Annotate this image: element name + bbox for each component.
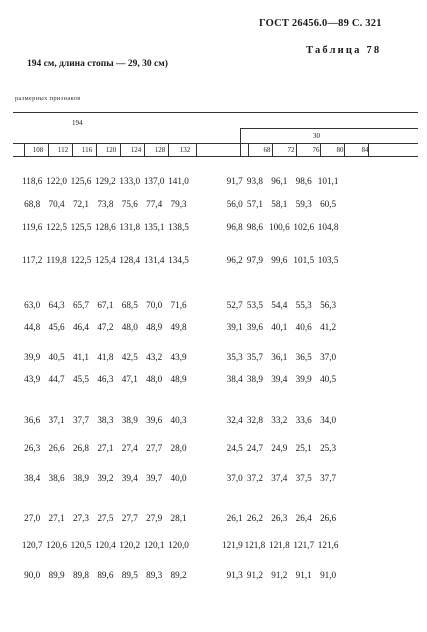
table-cell: 37,5 xyxy=(295,473,312,483)
table-row xyxy=(20,300,340,310)
table-row xyxy=(20,570,340,580)
table-cell: 40,5 xyxy=(48,352,65,362)
column-separator xyxy=(24,143,25,156)
table-cell: 53,5 xyxy=(246,300,263,310)
table-cell: 27,4 xyxy=(121,443,138,453)
table-cell: 38,4 xyxy=(24,473,41,483)
table-cell: 125,4 xyxy=(95,255,116,265)
column-separator xyxy=(296,143,297,156)
table-cell: 68,8 xyxy=(24,199,41,209)
column-header: 80 xyxy=(336,146,344,154)
table-cell: 135,1 xyxy=(143,222,165,232)
table-cell: 37,1 xyxy=(48,415,65,425)
table-cell: 65,7 xyxy=(72,300,90,310)
table-cell: 41,1 xyxy=(72,352,90,362)
column-note: размерных признаков xyxy=(15,95,81,102)
table-cell: 47,2 xyxy=(97,322,114,332)
table-cell: 39,2 xyxy=(97,473,114,483)
table-cell: 72,1 xyxy=(72,199,90,209)
table-cell: 26,4 xyxy=(295,513,312,523)
table-cell: 118,6 xyxy=(22,176,43,186)
column-separator xyxy=(272,143,273,156)
table-cell: 38,9 xyxy=(121,415,138,425)
table-cell: 37,0 xyxy=(320,352,337,362)
table-cell: 96,2 xyxy=(226,255,243,265)
table-cell: 37,7 xyxy=(320,473,337,483)
table-cell: 91,2 xyxy=(271,570,288,580)
group-divider xyxy=(240,128,241,156)
table-cell: 131,4 xyxy=(143,255,165,265)
table-cell: 98,6 xyxy=(295,176,312,186)
table-cell: 39,9 xyxy=(24,352,41,362)
table-cell: 27,1 xyxy=(48,513,65,523)
table-cell: 27,9 xyxy=(146,513,163,523)
table-cell: 91,3 xyxy=(226,570,243,580)
table-cell: 122,0 xyxy=(46,176,67,186)
table-cell: 104,8 xyxy=(317,222,339,232)
column-separator xyxy=(344,143,345,156)
table-cell: 131,8 xyxy=(119,222,141,232)
table-cell: 40,0 xyxy=(170,473,187,483)
table-cell: 39,6 xyxy=(146,415,163,425)
table-cell: 43,9 xyxy=(170,352,187,362)
table-row xyxy=(20,222,340,232)
table-cell: 37,0 xyxy=(226,473,243,483)
header-rule-mid xyxy=(240,128,418,129)
column-header: 120 xyxy=(105,146,117,154)
table-row xyxy=(20,415,340,425)
table-cell: 103,5 xyxy=(317,255,339,265)
table-cell: 28,0 xyxy=(170,443,187,453)
table-cell: 60,5 xyxy=(320,199,337,209)
table-cell: 28,1 xyxy=(170,513,187,523)
table-cell: 56,0 xyxy=(226,199,243,209)
table-cell: 46,4 xyxy=(72,322,90,332)
table-cell: 71,6 xyxy=(170,300,187,310)
column-header: 112 xyxy=(57,146,69,154)
table-cell: 27,7 xyxy=(121,513,138,523)
standard-header: ГОСТ 26456.0—89 С. 321 xyxy=(259,18,382,29)
table-cell: 39,4 xyxy=(121,473,138,483)
table-cell: 39,1 xyxy=(226,322,243,332)
column-separator xyxy=(196,143,197,156)
table-cell: 137,0 xyxy=(143,176,165,186)
table-cell: 122,5 xyxy=(70,255,92,265)
table-cell: 141,0 xyxy=(168,176,189,186)
table-cell: 35,7 xyxy=(246,352,263,362)
table-cell: 121,6 xyxy=(317,540,339,550)
table-cell: 64,3 xyxy=(48,300,65,310)
table-cell: 48,9 xyxy=(170,374,187,384)
table-cell: 102,6 xyxy=(293,222,315,232)
table-cell: 45,6 xyxy=(48,322,65,332)
table-cell: 134,5 xyxy=(168,255,189,265)
table-cell: 56,3 xyxy=(320,300,337,310)
table-cell: 89,3 xyxy=(146,570,163,580)
table-cell: 40,5 xyxy=(320,374,337,384)
table-cell: 101,1 xyxy=(317,176,339,186)
table-cell: 38,9 xyxy=(72,473,90,483)
table-cell: 91,2 xyxy=(246,570,263,580)
table-cell: 38,3 xyxy=(97,415,114,425)
table-cell: 43,2 xyxy=(146,352,163,362)
table-cell: 120,7 xyxy=(21,540,43,550)
table-cell: 120,2 xyxy=(119,540,141,550)
table-cell: 119,6 xyxy=(22,222,43,232)
table-cell: 121,8 xyxy=(268,540,290,550)
group-label-30: 30 xyxy=(313,132,320,140)
table-cell: 52,7 xyxy=(226,300,243,310)
column-separator xyxy=(72,143,73,156)
table-cell: 120,6 xyxy=(46,540,67,550)
table-cell: 26,6 xyxy=(48,443,65,453)
table-cell: 120,4 xyxy=(95,540,116,550)
table-cell: 122,5 xyxy=(46,222,67,232)
table-cell: 48,0 xyxy=(146,374,163,384)
table-cell: 37,4 xyxy=(271,473,288,483)
table-cell: 91,0 xyxy=(320,570,337,580)
table-row xyxy=(20,540,340,550)
table-cell: 96,1 xyxy=(271,176,288,186)
table-row xyxy=(20,443,340,453)
table-cell: 67,1 xyxy=(97,300,114,310)
table-cell: 49,8 xyxy=(170,322,187,332)
column-separator xyxy=(248,143,249,156)
table-cell: 79,3 xyxy=(170,199,187,209)
column-header: 84 xyxy=(361,146,369,154)
table-cell: 25,3 xyxy=(320,443,337,453)
table-row xyxy=(20,176,340,186)
table-cell: 43,9 xyxy=(24,374,41,384)
table-cell: 73,8 xyxy=(97,199,114,209)
table-cell: 37,2 xyxy=(246,473,263,483)
column-header: 132 xyxy=(179,146,191,154)
table-cell: 33,6 xyxy=(295,415,312,425)
table-cell: 120,5 xyxy=(70,540,92,550)
table-cell: 27,0 xyxy=(24,513,41,523)
table-cell: 40,1 xyxy=(271,322,288,332)
table-cell: 27,3 xyxy=(72,513,90,523)
table-cell: 70,4 xyxy=(48,199,65,209)
table-cell: 27,1 xyxy=(97,443,114,453)
table-cell: 26,1 xyxy=(226,513,243,523)
column-header: 72 xyxy=(287,146,295,154)
table-cell: 36,1 xyxy=(271,352,288,362)
table-cell: 41,2 xyxy=(320,322,337,332)
table-cell: 24,9 xyxy=(271,443,288,453)
table-cell: 77,4 xyxy=(146,199,163,209)
table-cell: 128,4 xyxy=(119,255,141,265)
table-cell: 58,1 xyxy=(271,199,288,209)
table-cell: 89,6 xyxy=(97,570,114,580)
table-cell: 32,4 xyxy=(226,415,243,425)
table-cell: 125,6 xyxy=(70,176,92,186)
table-cell: 120,0 xyxy=(168,540,189,550)
table-cell: 39,7 xyxy=(146,473,163,483)
column-separator xyxy=(120,143,121,156)
table-cell: 90,0 xyxy=(24,570,41,580)
table-cell: 91,1 xyxy=(295,570,312,580)
table-cell: 34,0 xyxy=(320,415,337,425)
table-row xyxy=(20,322,340,332)
table-cell: 44,8 xyxy=(24,322,41,332)
table-cell: 36,6 xyxy=(24,415,41,425)
table-row xyxy=(20,199,340,209)
table-cell: 121,7 xyxy=(293,540,315,550)
table-cell: 89,8 xyxy=(72,570,90,580)
column-separator xyxy=(368,143,369,156)
table-cell: 91,7 xyxy=(226,176,243,186)
table-cell: 26,2 xyxy=(246,513,263,523)
table-cell: 138,5 xyxy=(168,222,189,232)
table-cell: 45,5 xyxy=(72,374,90,384)
table-row xyxy=(20,473,340,483)
table-row xyxy=(20,352,340,362)
table-cell: 27,7 xyxy=(146,443,163,453)
table-cell: 48,9 xyxy=(146,322,163,332)
table-cell: 38,9 xyxy=(246,374,263,384)
column-header: 124 xyxy=(130,146,142,154)
column-header: 68 xyxy=(263,146,271,154)
header-rule-cols xyxy=(13,143,418,144)
table-row xyxy=(20,374,340,384)
table-cell: 100,6 xyxy=(268,222,290,232)
table-cell: 39,4 xyxy=(271,374,288,384)
table-cell: 40,6 xyxy=(295,322,312,332)
table-cell: 121,8 xyxy=(244,540,266,550)
table-cell: 119,8 xyxy=(46,255,67,265)
column-separator xyxy=(320,143,321,156)
table-cell: 96,8 xyxy=(226,222,243,232)
table-cell: 26,3 xyxy=(24,443,41,453)
table-cell: 89,9 xyxy=(48,570,65,580)
table-subtitle: 194 см, длина стопы — 29, 30 см) xyxy=(27,59,168,69)
column-header: 128 xyxy=(154,146,166,154)
table-cell: 48,0 xyxy=(121,322,138,332)
table-cell: 37,7 xyxy=(72,415,90,425)
column-separator xyxy=(96,143,97,156)
table-cell: 41,8 xyxy=(97,352,114,362)
table-cell: 125,5 xyxy=(70,222,92,232)
table-cell: 93,8 xyxy=(246,176,263,186)
table-cell: 129,2 xyxy=(95,176,116,186)
table-cell: 26,6 xyxy=(320,513,337,523)
table-cell: 39,6 xyxy=(246,322,263,332)
table-cell: 44,7 xyxy=(48,374,65,384)
table-cell: 25,1 xyxy=(295,443,312,453)
table-label: Таблица 78 xyxy=(306,45,382,56)
header-rule-top xyxy=(13,112,418,113)
table-cell: 63,0 xyxy=(24,300,41,310)
table-cell: 57,1 xyxy=(246,199,263,209)
header-rule-bottom xyxy=(13,156,418,157)
table-cell: 128,6 xyxy=(95,222,116,232)
table-cell: 97,9 xyxy=(246,255,263,265)
column-header: 76 xyxy=(312,146,320,154)
table-cell: 68,5 xyxy=(121,300,138,310)
group-label-194: 194 xyxy=(72,119,83,127)
table-cell: 89,2 xyxy=(170,570,187,580)
table-cell: 101,5 xyxy=(293,255,315,265)
table-cell: 26,8 xyxy=(72,443,90,453)
table-cell: 70,0 xyxy=(146,300,163,310)
table-cell: 40,3 xyxy=(170,415,187,425)
table-cell: 59,3 xyxy=(295,199,312,209)
column-separator xyxy=(144,143,145,156)
table-cell: 89,5 xyxy=(121,570,138,580)
table-cell: 33,2 xyxy=(271,415,288,425)
table-cell: 38,6 xyxy=(48,473,65,483)
table-cell: 54,4 xyxy=(271,300,288,310)
table-cell: 24,5 xyxy=(226,443,243,453)
table-cell: 27,5 xyxy=(97,513,114,523)
table-cell: 121,9 xyxy=(222,540,243,550)
column-separator xyxy=(168,143,169,156)
table-cell: 39,9 xyxy=(295,374,312,384)
column-header: 116 xyxy=(81,146,93,154)
table-cell: 35,3 xyxy=(226,352,243,362)
table-cell: 32,8 xyxy=(246,415,263,425)
table-cell: 38,4 xyxy=(226,374,243,384)
table-cell: 75,6 xyxy=(121,199,138,209)
table-cell: 117,2 xyxy=(22,255,43,265)
table-cell: 98,6 xyxy=(246,222,263,232)
table-cell: 36,5 xyxy=(295,352,312,362)
column-header: 108 xyxy=(32,146,44,154)
table-cell: 99,6 xyxy=(271,255,288,265)
table-cell: 55,3 xyxy=(295,300,312,310)
column-separator xyxy=(48,143,49,156)
table-cell: 46,3 xyxy=(97,374,114,384)
table-cell: 42,5 xyxy=(121,352,138,362)
table-cell: 26,3 xyxy=(271,513,288,523)
table-row xyxy=(20,513,340,523)
table-cell: 120,1 xyxy=(143,540,165,550)
table-cell: 133,0 xyxy=(119,176,141,186)
table-cell: 24,7 xyxy=(246,443,263,453)
table-cell: 47,1 xyxy=(121,374,138,384)
table-row xyxy=(20,255,340,265)
